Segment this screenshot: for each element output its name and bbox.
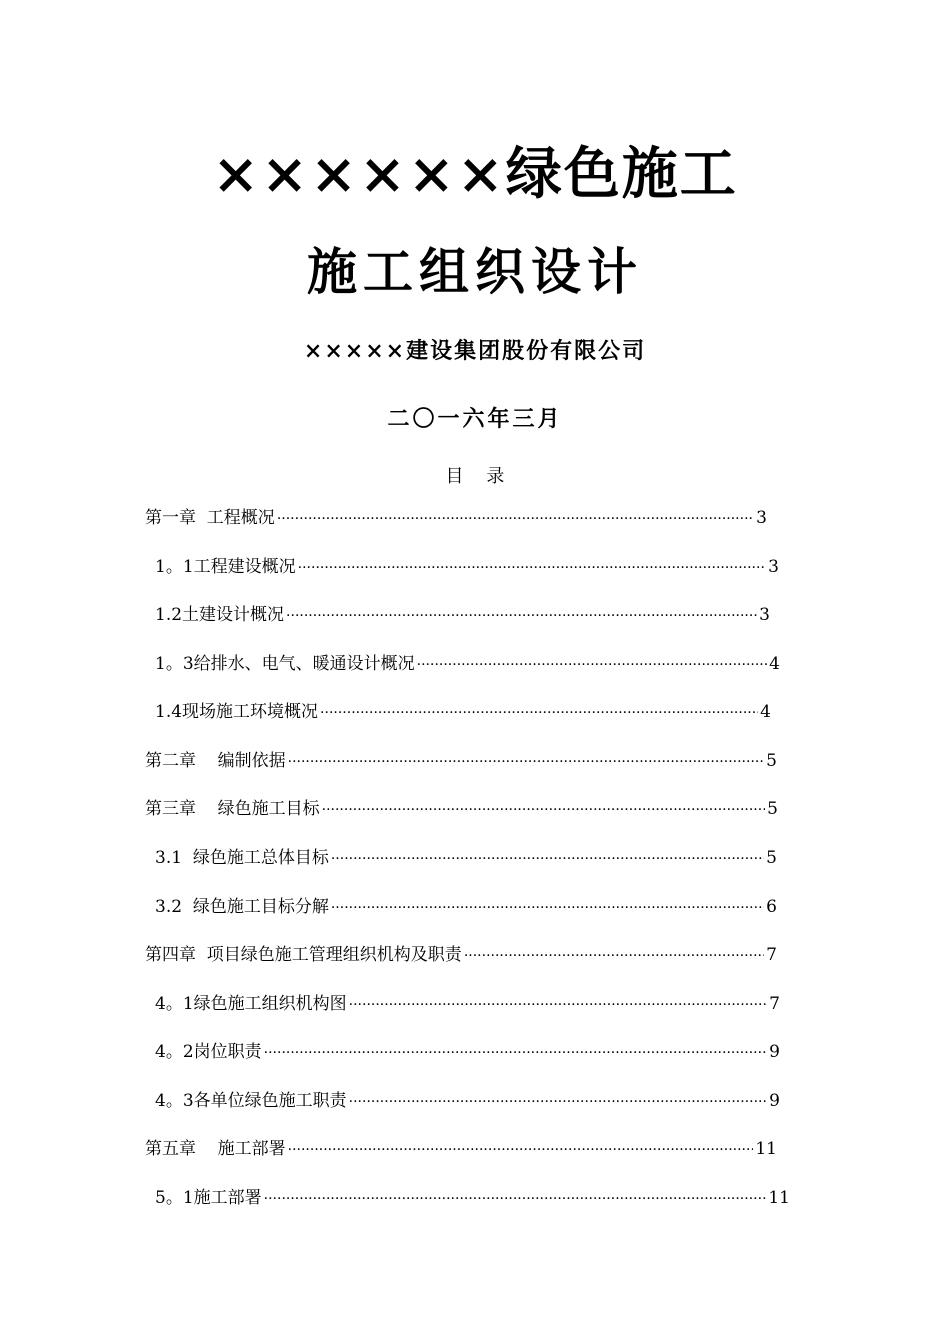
toc-entry-label: 第二章 编制依据 (145, 751, 286, 771)
toc-entry[interactable] (155, 1040, 780, 1064)
toc-entry-page: 3 (768, 557, 779, 577)
toc-entry[interactable] (145, 797, 778, 821)
toc-entry-label: 1.4现场施工环境概况 (155, 702, 319, 722)
toc-entry-label: 4。1绿色施工组织机构图 (155, 994, 347, 1014)
toc-entry-page: 5 (766, 848, 777, 868)
toc-dot-leader (320, 701, 758, 725)
toc-entry[interactable] (155, 700, 771, 724)
toc-entry[interactable] (155, 603, 770, 627)
toc-entry-label: 1。3给排水、电气、暖通设计概况 (155, 654, 415, 674)
toc-entry[interactable] (145, 943, 777, 967)
toc-entry[interactable] (155, 1089, 780, 1113)
toc-entry-label: 第一章 工程概况 (145, 508, 275, 528)
toc-entry-page: 5 (766, 751, 777, 771)
toc-entry[interactable] (155, 652, 780, 676)
toc-entry-page: 6 (766, 897, 777, 917)
toc-entry-page: 5 (767, 799, 778, 819)
toc-dot-leader (331, 896, 764, 920)
toc-dot-leader (277, 507, 754, 531)
toc-dot-leader (417, 653, 768, 677)
toc-entry-label: 3.1 绿色施工总体目标 (155, 848, 329, 868)
toc-entry[interactable] (155, 895, 777, 919)
toc-entry-label: 第三章 绿色施工目标 (145, 799, 320, 819)
toc-dot-leader (322, 798, 766, 822)
toc-entry[interactable] (155, 992, 780, 1016)
toc-entry-label: 5。1施工部署 (155, 1188, 262, 1208)
toc-entry-page: 7 (769, 994, 780, 1014)
toc-heading: 目 录 (445, 466, 505, 487)
toc-entry-label: 1。1工程建设概况 (155, 557, 296, 577)
toc-dot-leader (349, 993, 768, 1017)
toc-entry-page: 4 (760, 702, 771, 722)
toc-entry-label: 1.2土建设计概况 (155, 605, 285, 625)
document-date: 二〇一六年三月 (387, 406, 563, 432)
toc-dot-leader (288, 1138, 754, 1162)
toc-dot-leader (349, 1090, 768, 1114)
toc-dot-leader (288, 750, 765, 774)
toc-entry-page: 11 (755, 1139, 777, 1159)
toc-entry-label: 4。2岗位职责 (155, 1042, 262, 1062)
toc-entry[interactable] (145, 506, 767, 530)
toc-entry-label: 4。3各单位绿色施工职责 (155, 1091, 347, 1111)
toc-entry-page: 4 (769, 654, 780, 674)
toc-entry[interactable] (155, 846, 777, 870)
toc-entry-label: 3.2 绿色施工目标分解 (155, 897, 329, 917)
toc-dot-leader (331, 847, 764, 871)
document-title-line-1: ××××××绿色施工 (212, 141, 738, 207)
toc-entry-page: 9 (769, 1042, 780, 1062)
toc-entry[interactable] (145, 1137, 777, 1161)
toc-entry-page: 7 (766, 945, 777, 965)
toc-entry-page: 11 (768, 1188, 790, 1208)
toc-dot-leader (286, 604, 757, 628)
toc-entry[interactable] (155, 555, 779, 579)
toc-entry-page: 3 (759, 605, 770, 625)
toc-entry-page: 3 (756, 508, 767, 528)
toc-entry-page: 9 (769, 1091, 780, 1111)
company-name: ×××××建设集团股份有限公司 (303, 338, 647, 364)
toc-dot-leader (264, 1187, 767, 1211)
toc-entry[interactable] (145, 749, 777, 773)
document-title-line-2: 施工组织设计 (307, 242, 643, 301)
toc-dot-leader (464, 944, 764, 968)
toc-dot-leader (264, 1041, 768, 1065)
toc-entry-label: 第五章 施工部署 (145, 1139, 286, 1159)
toc-entry[interactable] (155, 1186, 790, 1210)
toc-dot-leader (298, 556, 767, 580)
toc-entry-label: 第四章 项目绿色施工管理组织机构及职责 (145, 945, 462, 965)
